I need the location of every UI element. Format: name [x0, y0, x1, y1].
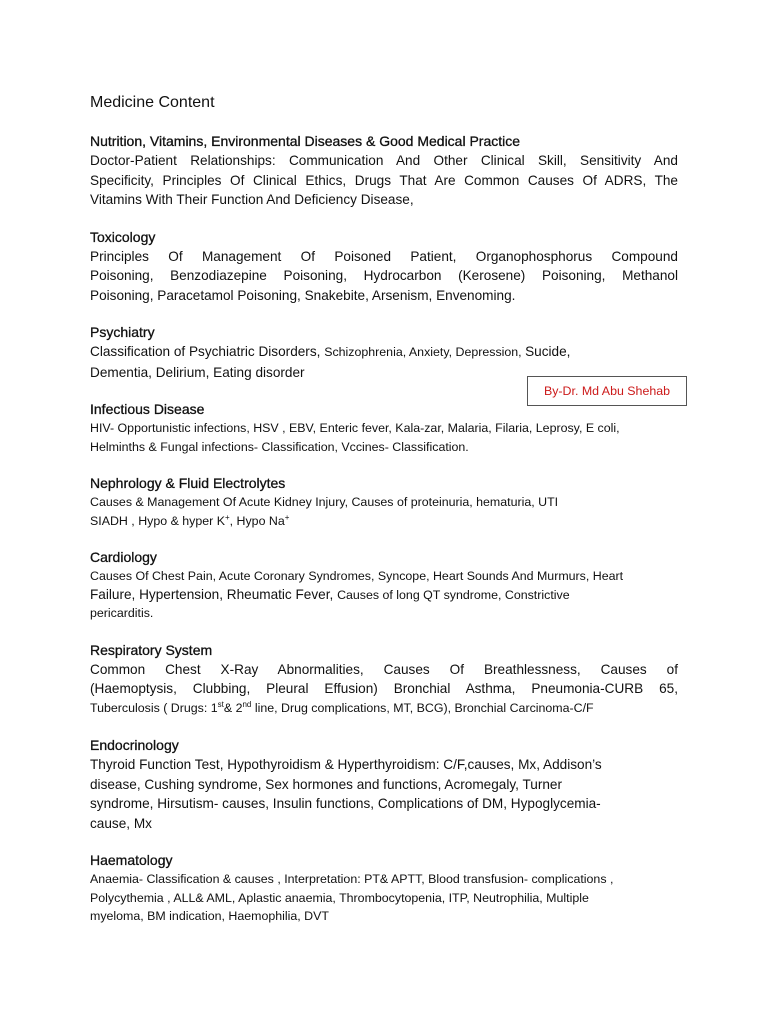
body-text-small: Schizophrenia, Anxiety, Depression, [324, 345, 526, 359]
body-text: & 2 [223, 700, 243, 715]
body-line: Poisoning, Benzodiazepine Poisoning, Hydrocarbon (Kerosene) Poisoning, Methanol [90, 268, 678, 283]
section-body-endocrinology [90, 755, 678, 833]
page-title: Medicine Content [90, 94, 215, 111]
section-cardiology [90, 548, 678, 623]
section-heading-haematology: Haematology [90, 852, 173, 868]
section-heading-nephrology: Nephrology & Fluid Electrolytes [90, 475, 286, 491]
section-heading-cardiology: Cardiology [90, 549, 157, 565]
section-body-haematology [90, 870, 678, 926]
section-heading-infectious: Infectious Disease [90, 401, 205, 417]
body-text: Sucide, [525, 344, 571, 359]
section-respiratory [90, 641, 678, 719]
section-nephrology [90, 474, 678, 530]
section-heading-psychiatry: Psychiatry [90, 324, 155, 340]
body-line: disease, Cushing syndrome, Sex hormones and functions, Acromegaly, Turner [90, 776, 562, 792]
document-page [90, 92, 678, 944]
body-line [90, 699, 678, 719]
body-line: Helminths & Fungal infections- Classification, Vccines- Classification. [90, 439, 469, 454]
section-toxicology [90, 228, 678, 306]
section-nutrition [90, 132, 678, 210]
body-text: Classification of Psychiatric Disorders, [90, 344, 325, 359]
body-line: myeloma, BM indication, Haemophilia, DVT [90, 909, 329, 923]
body-line: cause, Mx [90, 815, 152, 831]
section-body-cardiology [90, 567, 678, 623]
body-line: Anaemia- Classification & causes , Interpretation: PT& APTT, Blood transfusion- complications , [90, 872, 614, 886]
body-line: (Haemoptysis, Clubbing, Pleural Effusion) Bronchial Asthma, Pneumonia-CURB 65, [90, 681, 678, 696]
body-text: Failure, Hypertension, Rheumatic Fever, [90, 586, 338, 602]
body-line [90, 512, 678, 531]
superscript: st [217, 699, 224, 709]
author-credit-box: By-Dr. Md Abu Shehab [527, 376, 687, 406]
superscript: + [284, 512, 290, 522]
body-line [90, 342, 678, 363]
body-text: Tuberculosis ( Drugs: 1 [90, 700, 218, 715]
section-heading-respiratory: Respiratory System [90, 641, 213, 658]
body-text-small: Causes of long QT syndrome, Constrictive [337, 587, 570, 602]
superscript: + [224, 512, 230, 522]
body-line: syndrome, Hirsutism- causes, Insulin functions, Complications of DM, Hypoglycemia- [90, 796, 601, 811]
section-body-toxicology [90, 247, 678, 306]
section-endocrinology [90, 736, 678, 833]
body-line: Polycythemia , ALL& AML, Aplastic anaemia, Thrombocytopenia, ITP, Neutrophilia, Multiple [90, 890, 589, 905]
body-line: Principles Of Management Of Poisoned Patient, Organophosphorus Compound [90, 248, 678, 264]
body-line [90, 586, 678, 605]
section-haematology [90, 851, 678, 926]
body-line: Vitamins With Their Function And Deficiency Disease, [90, 192, 414, 207]
body-line: Doctor-Patient Relationships: Communication And Other Clinical Skill, Sensitivity And [90, 153, 678, 168]
body-text: line, Drug complications, MT, BCG), Bronchial Carcinoma-C/F [251, 700, 594, 715]
body-line: Specificity, Principles Of Clinical Ethics, Drugs That Are Common Causes Of ADRS, The [90, 172, 678, 188]
body-line: Poisoning, Paracetamol Poisoning, Snakebite, Arsenism, Envenoming. [90, 287, 516, 303]
section-body-infectious [90, 419, 678, 456]
section-body-nephrology [90, 493, 678, 530]
body-line: HIV- Opportunistic infections, HSV , EBV, Enteric fever, Kala-zar, Malaria, Filaria, Leprosy, E coli, [90, 421, 620, 435]
body-line: Common Chest X-Ray Abnormalities, Causes Of Breathlessness, Causes of [90, 661, 678, 677]
section-psychiatry [90, 323, 678, 382]
superscript: nd [242, 699, 252, 709]
section-heading-toxicology: Toxicology [90, 228, 156, 245]
section-body-respiratory [90, 660, 678, 719]
section-heading-endocrinology: Endocrinology [90, 737, 179, 753]
body-text: SIADH , Hypo & hyper K [90, 513, 225, 528]
section-heading-nutrition: Nutrition, Vitamins, Environmental Diseases & Good Medical Practice [90, 133, 521, 149]
body-text: , Hypo Na [229, 513, 285, 528]
body-line: Dementia, Delirium, Eating disorder [90, 364, 305, 380]
body-line: Causes Of Chest Pain, Acute Coronary Syndromes, Syncope, Heart Sounds And Murmurs, Heart [90, 569, 624, 583]
section-body-nutrition [90, 151, 678, 210]
body-line: Causes & Management Of Acute Kidney Injury, Causes of proteinuria, hematuria, UTI [90, 495, 559, 509]
body-line: Thyroid Function Test, Hypothyroidism & Hyperthyroidism: C/F,causes, Mx, Addison’s [90, 757, 602, 772]
section-infectious [90, 400, 678, 456]
body-line: pericarditis. [90, 606, 154, 620]
